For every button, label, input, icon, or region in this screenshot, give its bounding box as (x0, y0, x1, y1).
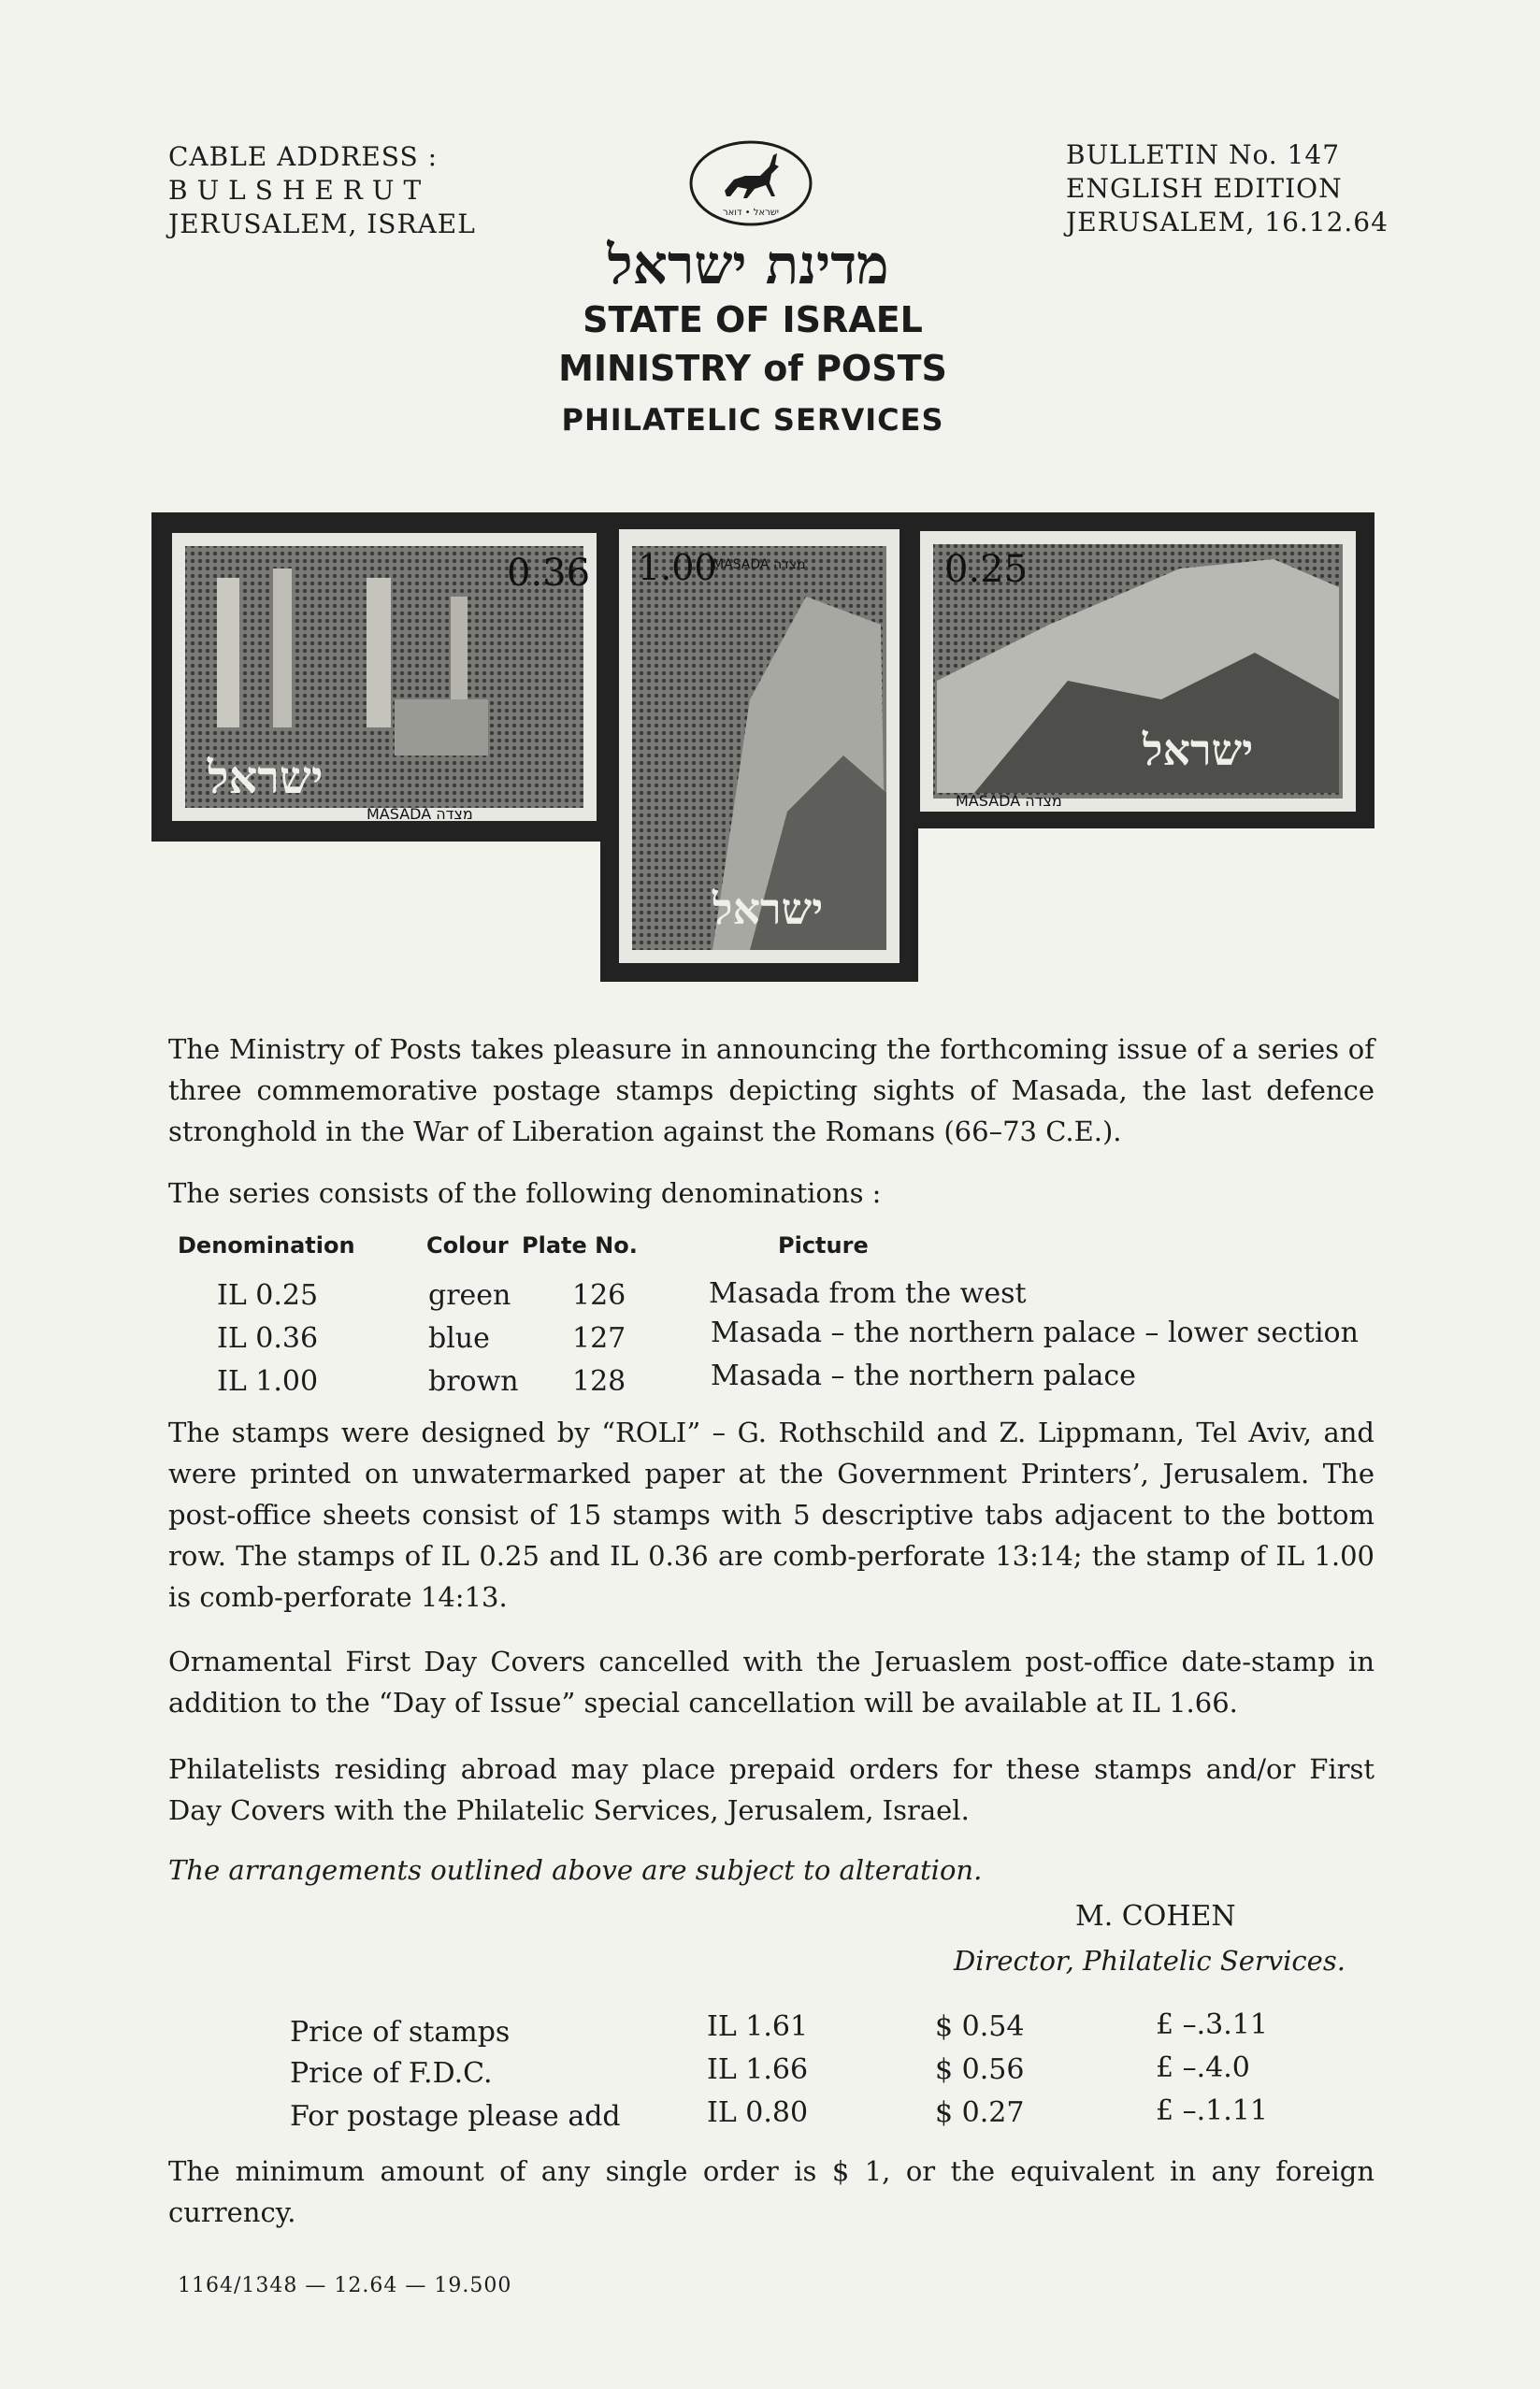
title-state: STATE OF ISRAEL (583, 299, 923, 340)
hebrew-title: מדינת ישראל (607, 233, 889, 296)
design-paragraph: The stamps were designed by “ROLI” – G. Rothschild and Z. Lippmann, Tel Aviv, and were printed on unwatermarked paper at the Government Printers’, Jerusalem. The post-office sheets consist of 15 stamps with 5 descriptive tabs adjacent to the bottom row. The stamps of IL 0.25 and IL 0.36 are comb-perforate 13:14; the stamp of IL 1.00 is comb-perforate 14:13. (168, 1417, 1374, 1613)
cable-line-2: BULSHERUT (168, 175, 431, 206)
col-header-plate: Plate No. (522, 1232, 638, 1259)
signature-title: Director, Philatelic Services. (954, 1945, 1346, 1977)
stamp-1-00 (600, 512, 918, 982)
stamp-0-36-value: 0.36 (507, 552, 591, 595)
table-row-1-denomination: IL 0.25 (217, 1279, 319, 1312)
price-row-1-il: IL 1.61 (707, 2010, 809, 2043)
price-row-3-gbp: £ –.1.11 (1156, 2094, 1268, 2127)
minimum-order-note: The minimum amount of any single order is $ 1, or the equivalent in any foreign currency. (168, 2155, 1374, 2228)
table-row-1-picture: Masada from the west (709, 1277, 1027, 1310)
table-row-3-picture: Masada – the northern palace (711, 1360, 1136, 1392)
col-header-denomination: Denomination (178, 1232, 355, 1259)
table-row-3-plate: 128 (572, 1365, 626, 1398)
title-ministry: MINISTRY of POSTS (558, 348, 947, 389)
stamp-0-25-hebrew: ישראל (1143, 725, 1254, 775)
price-row-3-label: For postage please add (290, 2100, 621, 2133)
table-row-2-picture: Masada – the northern palace – lower section (711, 1317, 1359, 1349)
print-code: 1164/1348 — 12.64 — 19.500 (178, 2274, 512, 2297)
stamp-1-00-value: 1.00 (638, 547, 717, 588)
emblem-text: ישראל • דואר (722, 208, 780, 218)
cable-address (168, 140, 476, 241)
stamp-1-00-caption: MASADA מצדה (712, 557, 806, 572)
table-row-3-denomination: IL 1.00 (217, 1365, 319, 1398)
col-header-picture: Picture (778, 1232, 869, 1259)
price-row-3-usd: $ 0.27 (935, 2096, 1025, 2129)
table-row-2-plate: 127 (572, 1322, 626, 1355)
bulletin-info (1066, 138, 1389, 239)
table-row-3-colour: brown (428, 1365, 519, 1398)
table-row-1-colour: green (428, 1279, 511, 1312)
bulletin-line-1: BULLETIN No. 147 (1066, 139, 1341, 170)
stamp-0-25 (901, 512, 1374, 828)
title-services: PHILATELIC SERVICES (561, 402, 944, 438)
price-row-1-label: Price of stamps (290, 2016, 511, 2049)
price-row-2-label: Price of F.D.C. (290, 2057, 493, 2090)
bulletin-line-3: JERUSALEM, 16.12.64 (1066, 207, 1389, 237)
series-intro: The series consists of the following denominations : (168, 1177, 882, 1209)
price-row-1-usd: $ 0.54 (935, 2010, 1025, 2043)
bulletin-line-2: ENGLISH EDITION (1066, 173, 1343, 204)
table-row-2-colour: blue (428, 1322, 490, 1355)
price-row-3-il: IL 0.80 (707, 2096, 809, 2129)
col-header-colour: Colour (426, 1232, 509, 1259)
price-row-2-il: IL 1.66 (707, 2053, 809, 2086)
stamps-illustration (151, 512, 1374, 982)
cable-line-3: JERUSALEM, ISRAEL (168, 209, 476, 239)
signature-name: M. COHEN (1075, 1900, 1236, 1933)
stamp-0-36-hebrew: ישראל (208, 752, 324, 804)
price-row-2-gbp: £ –.4.0 (1156, 2051, 1250, 2084)
stamp-0-36 (151, 512, 617, 842)
cable-line-1: CABLE ADDRESS : (168, 141, 438, 172)
stamp-1-00-hebrew: ישראל (712, 884, 824, 934)
abroad-paragraph: Philatelists residing abroad may place prepaid orders for these stamps and/or First Day Covers with the Philatelic Services, Jerusalem, Israel. (168, 1753, 1374, 1826)
fdc-paragraph: Ornamental First Day Covers cancelled with the Jeruaslem post-office date-stamp in addition to the “Day of Issue” special cancellation will be available at IL 1.66. (168, 1646, 1374, 1719)
table-row-2-denomination: IL 0.36 (217, 1322, 319, 1355)
intro-paragraph: The Ministry of Posts takes pleasure in announcing the forthcoming issue of a series of three commemorative postage stamps depicting sights of Masada, the last defence stronghold in the War of Liberation against the Romans (66–73 C.E.). (168, 1033, 1374, 1147)
gazelle-emblem-icon (687, 138, 814, 228)
alteration-note: The arrangements outlined above are subject to alteration. (168, 1854, 983, 1886)
price-row-2-usd: $ 0.56 (935, 2053, 1025, 2086)
table-row-1-plate: 126 (572, 1279, 626, 1312)
stamp-0-36-caption: MASADA מצדה (367, 805, 473, 823)
price-row-1-gbp: £ –.3.11 (1156, 2008, 1268, 2041)
stamp-0-25-value: 0.25 (944, 548, 1029, 591)
stamp-0-25-caption: MASADA מצדה (956, 792, 1062, 810)
